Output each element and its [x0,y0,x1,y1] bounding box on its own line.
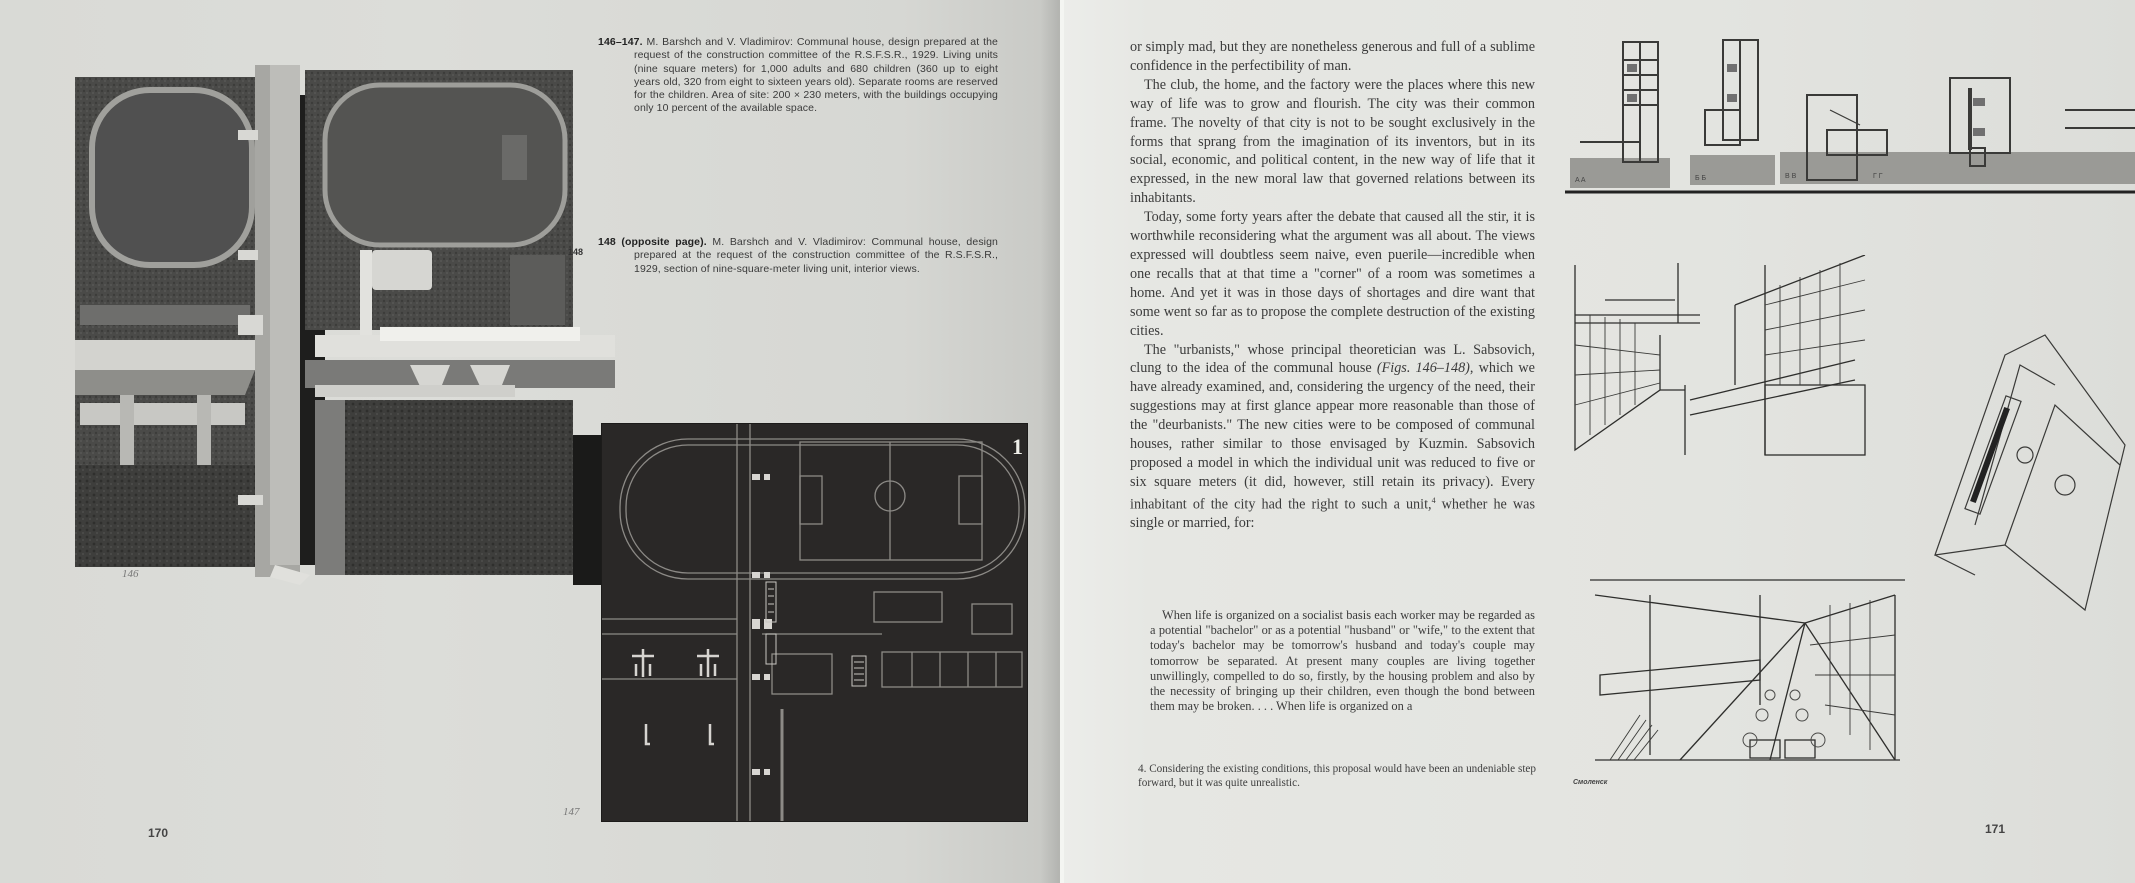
paragraph: The club, the home, and the factory were the places where this new way of life was to grow and flourish. The city was their common frame. The novelty of that city is not to be sought exclusively in the forms that sprang from the imagination of its inventors, but in its social, economic, and political content, in the new way of life that it expressed, in the new moral law that governed relations between its inhabitants. [1130,76,1535,207]
caption-fig-number: 146–147. [598,36,643,48]
body-text [1130,38,1535,533]
model-photo-figure [70,65,615,585]
figure-caption-146-147 [598,36,998,116]
paragraph: or simply mad, but they are nonetheless generous and full of a sublime confidence in the perfectibility of man. [1130,39,1535,74]
page-number-right: 171 [1985,822,2006,836]
paragraph-text: , which we have already examined, and, considering the urgency of the need, their suggestions may at first glance appear more reasonable than those of the "deurbanists." The new cities were to be composed of communal houses, rather similar to those envisaged by Kuzmin. Sabsovich proposed a model in which the individual unit was reduced to five or six square meters (it did, however, still retain its privacy). Every inhabitant of the city had the right to such a unit, [1130,360,1535,513]
site-plan-figure [601,423,1028,822]
interior-view-drawing-lower [1590,575,1905,765]
paragraph: Today, some forty years after the debate that caused all the stir, it is worthwhile reconsidering what the argument was all about. The views expressed will doubtless seem naive, even puerile—incredible when one recalls that at that time a "corner" of a room was sometimes a home. And yet it was in those days of shortages and dire want that some went so far as to propose the complete destruction of the existing cities. [1130,209,1535,339]
footnote-marker: 4 [1431,495,1436,505]
section-label: A A [1575,177,1586,184]
drawing-credit: Смоленск [1573,779,1608,786]
figure-label-146: 146 [122,568,139,580]
paragraph-text: The "urbanists," whose principal theoretician was L. Sabsovich, clung to the idea of the communal house [1130,341,1535,377]
section-label: Г Г [1873,173,1883,180]
caption-body: M. Barshch and V. Vladimirov: Communal house, design prepared at the request of the construction committee of the R.S.F.S.R., 1929. Living units (nine square meters) for 1,000 adults and 680 children (360 up to eight years old, 320 from eight to sixteen years old). Separate rooms are reserved for the children. Area of site: 200 × 230 meters, with the buildings occupying only 10 percent of the available space. [634,36,998,115]
building-sections-drawing [1565,20,2135,195]
page-number-left: 170 [148,826,169,840]
footnote: 4. Considering the existing conditions, this proposal would have been an undeniable step forward, but it was quite unrealistic. [1138,763,1536,789]
figure-reference-link: (Figs. 146–148) [1376,360,1470,377]
section-label: В В [1785,173,1797,180]
section-label: Б Б [1695,175,1707,182]
paragraph [1130,341,1535,534]
isometric-unit-drawing [1915,325,2135,615]
figure-caption-148 [598,236,998,276]
plan-corner-number: 1 [1012,434,1023,459]
figure-label-147: 147 [563,806,580,818]
block-quote [1150,608,1535,714]
page-edge [1060,0,1064,883]
caption-body: M. Barshch and V. Vladimirov: Communal house, design prepared at the request of the construction committee of the R.S.F.S.R., 1929, section of nine-square-meter living unit, interior views. [634,236,998,275]
quote-paragraph: When life is organized on a socialist basis each worker may be regarded as a potential "bachelor" or as a potential "husband" or "wife," to the extent that today's bachelor may be tomorrow's husband and today's couple may tomorrow be separated. At present many couples are living together unwillingly, compelled to do so, firstly, by the housing problem and also by the necessity of bringing up their children, even though the bond between them may be broken. . . . When life is organized on a [1150,608,1535,714]
caption-fig-number: 148 (opposite page). [598,236,707,248]
interior-view-drawing-upper [1570,255,1870,470]
inline-figure-label: 148 [568,247,584,257]
paragraph-text: whether he was single or married, for: [1130,496,1535,532]
